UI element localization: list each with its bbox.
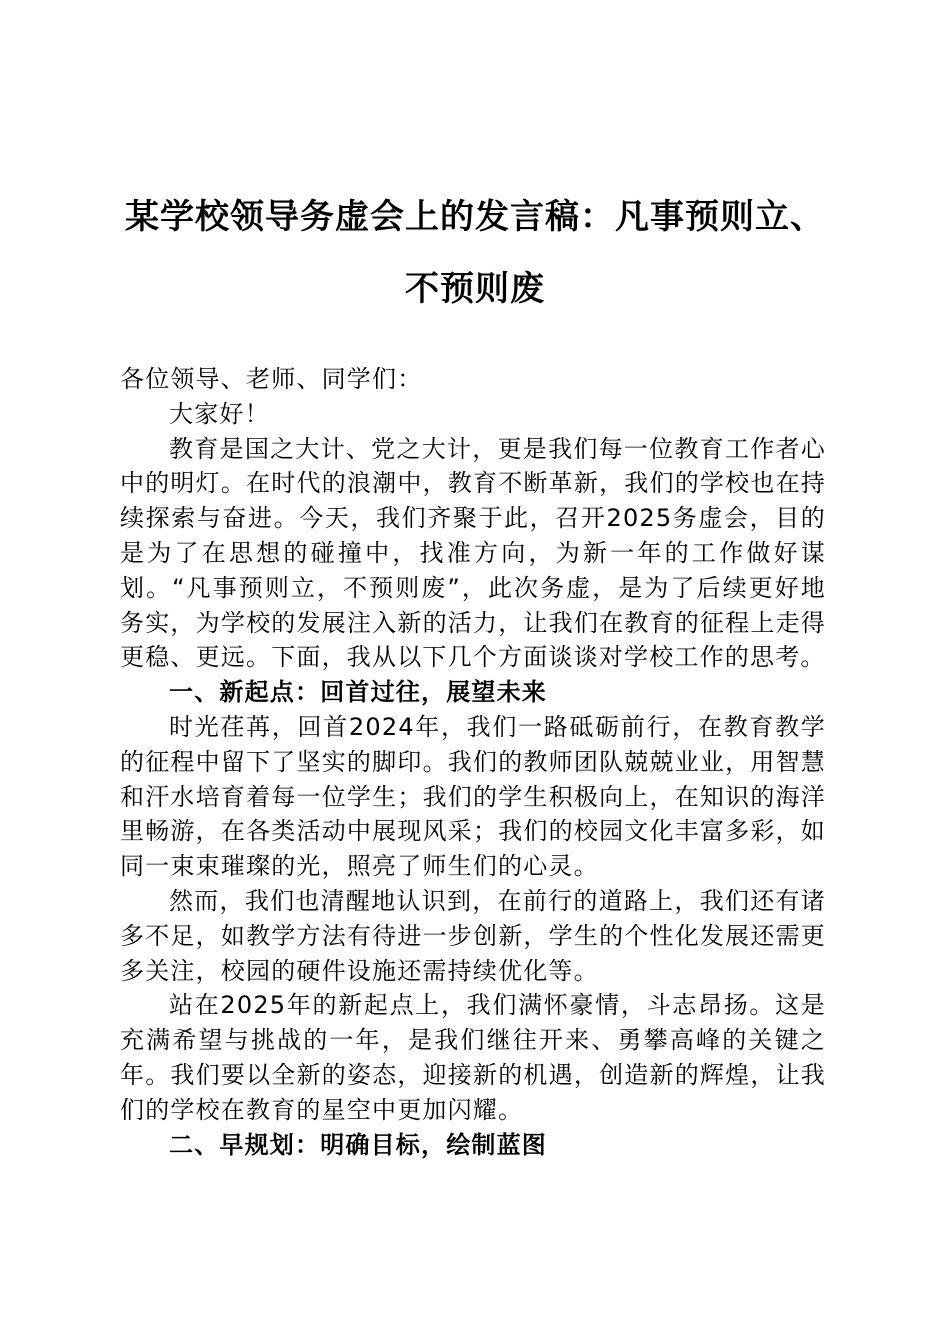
intro-paragraph: 教育是国之大计、党之大计，更是我们每一位教育工作者心中的明灯。在时代的浪潮中，教育不断革新，我们的学校也在持续探索与奋进。今天，我们齐聚于此，召开2025务虚会，目的是为了在思想的碰撞中，找准方向，为新一年的工作做好谋划。“凡事预则立，不预则废”，此次务虚，是为了后续更好地务实，为学校的发展注入新的活力，让我们在教育的征程上走得更稳、更远。下面，我从以下几个方面谈谈对学校工作的思考。 — [120, 434, 826, 672]
greeting: 大家好！ — [169, 399, 270, 428]
document-body — [120, 362, 826, 1162]
document-title-line-2: 不预则废 — [405, 269, 545, 309]
section-1-paragraph-3: 站在2025年的新起点上，我们满怀豪情，斗志昂扬。这是充满希望与挑战的一年，是我们继往开来、勇攀高峰的关键之年。我们要以全新的姿态，迎接新的机遇，创造新的辉煌，让我们的学校在教育的星空中更加闪耀。 — [120, 991, 826, 1124]
salutation: 各位领导、老师、同学们： — [120, 365, 423, 393]
section-1-heading: 一、新起点：回首过往，展望未来 — [169, 678, 547, 707]
section-1-paragraph-1: 时光荏苒，回首2024年，我们一路砥砺前行，在教育教学的征程中留下了坚实的脚印。我们的教师团队兢兢业业，用智慧和汗水培育着每一位学生；我们的学生积极向上，在知识的海洋里畅游，在各类活动中展现风采；我们的校园文化丰富多彩，如同一束束璀璨的光，照亮了师生们的心灵。 — [120, 712, 826, 881]
section-2-heading: 二、早规划：明确目标，绘制蓝图 — [169, 1130, 547, 1159]
section-1-paragraph-2: 然而，我们也清醒地认识到，在前行的道路上，我们还有诸多不足，如教学方法有待进一步创新，学生的个性化发展还需更多关注，校园的硬件设施还需持续优化等。 — [120, 886, 826, 985]
document-title-line-1: 某学校领导务虚会上的发言稿：凡事预则立、 — [125, 197, 825, 237]
